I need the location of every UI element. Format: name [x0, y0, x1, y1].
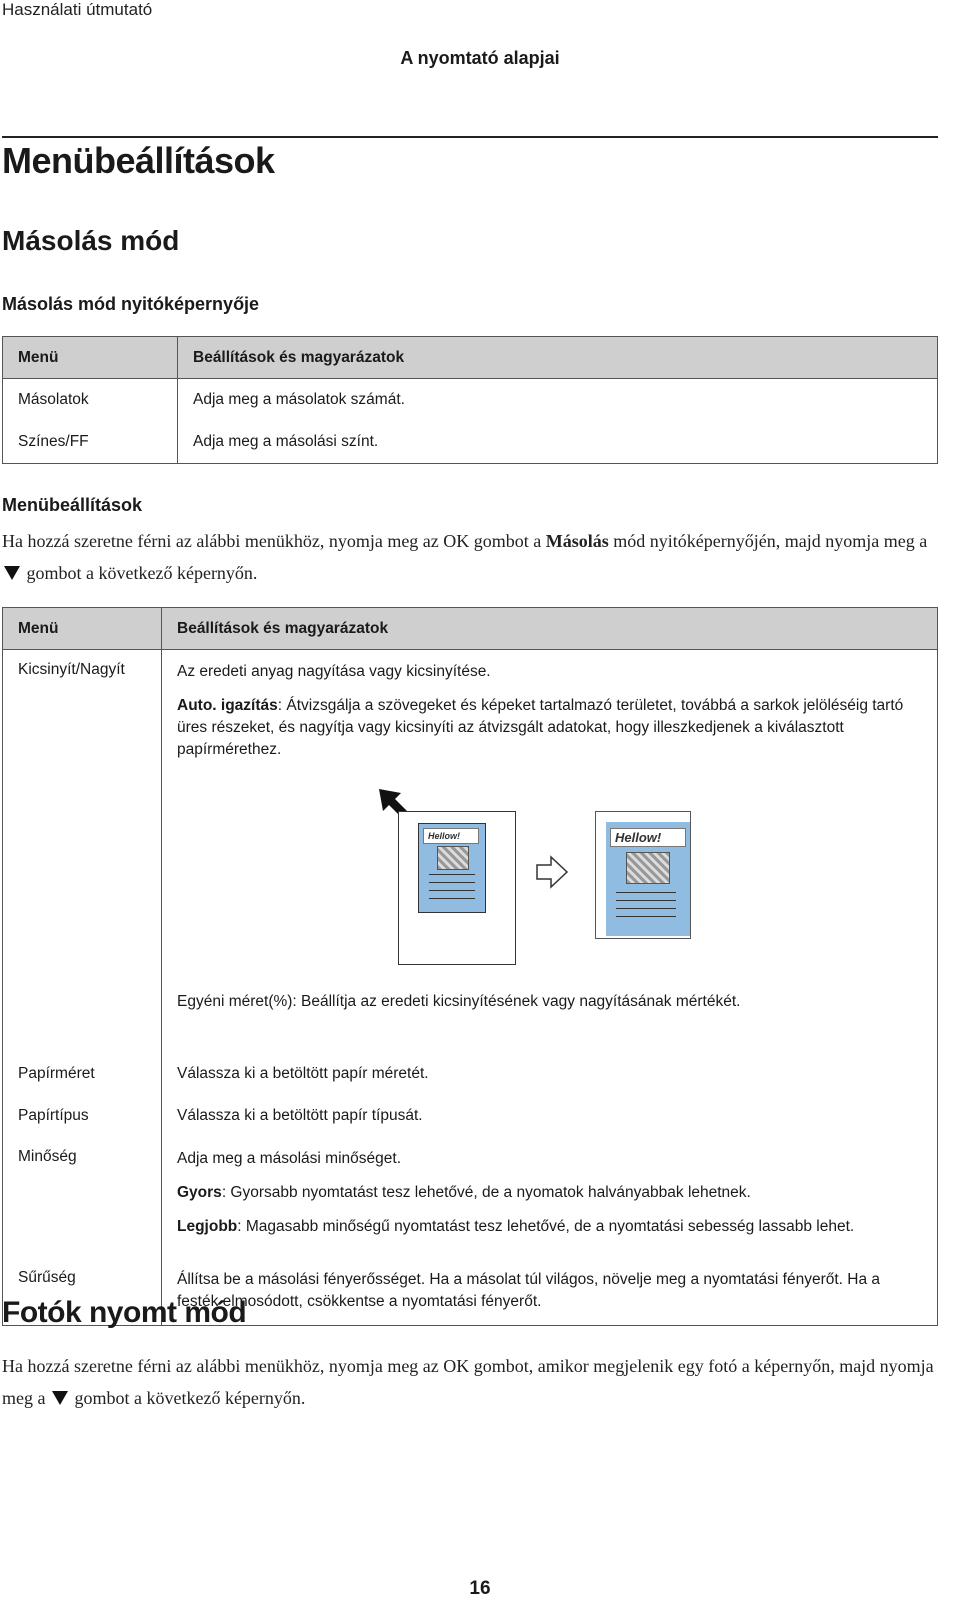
table-row: Másolatok Adja meg a másolatok számát. [3, 379, 938, 422]
col-header-settings: Beállítások és magyarázatok [162, 608, 938, 650]
copy-menu-table [2, 607, 938, 1326]
photo-mode-heading: Fotók nyomt mód [2, 1296, 247, 1329]
copy-mode-heading: Másolás mód [2, 225, 180, 256]
table-row: Sűrűség Állítsa be a másolási fényerősséget. Ha a másolat túl világos, növelje meg a nyomtatási fényerőt. Ha a festék elmosódott, csökkentse a nyomtatási fényerőt. [3, 1258, 938, 1326]
col-header-menu: Menü [3, 337, 178, 379]
photo-mode-paragraph: Ha hozzá szeretne férni az alábbi menükhöz, nyomja meg az OK gombot, amikor megjelenik egy fotó a képernyőn, majd nyomja meg a gombot a következő képernyőn. [2, 1356, 934, 1408]
page-number: 16 [469, 1578, 491, 1599]
original-document: Hellow! [418, 823, 486, 913]
copy-home-table [2, 336, 938, 464]
table-row: Papírtípus Válassza ki a betöltött papír típusát. [3, 1095, 938, 1137]
auto-fit-figure [377, 785, 937, 965]
col-header-menu: Menü [3, 608, 162, 650]
down-arrow-icon [4, 566, 20, 580]
copied-page [595, 811, 691, 939]
table-row: Kicsinyít/Nagyít Az eredeti anyag nagyítása vagy kicsinyítése. Auto. igazítás: Átvizsgálja a szövegeket és képeket tartalmazó területet, továbbá a sarkok jelöléséig tartó üres részeket, és nagyítja vagy kicsinyíti az átvizsgált adatokat, hogy illeszkedjenek a kiválasztott papírmérethez. Hellow! Hellow! Egyéni méret(%): Beállítja az eredeti kicsinyítésének vagy nagyításának mértékét. [3, 650, 938, 1054]
page-title: Menübeállítások [2, 140, 275, 181]
running-title: Használati útmutató [2, 0, 153, 19]
table-row: Minőség Adja meg a másolási minőséget. Gyors: Gyorsabb nyomtatást tesz lehetővé, de a nyomatok halványabbak lehetnek. Legjobb: Magasabb minőségű nyomtatást tesz lehetővé, de a nyomtatási sebesség lassabb lehet. [3, 1137, 938, 1258]
photo-thumbnail [626, 852, 670, 884]
enlarged-document: Hellow! [606, 822, 690, 936]
copy-mode-home-heading: Másolás mód nyitóképernyője [2, 294, 260, 314]
col-header-settings: Beállítások és magyarázatok [178, 337, 938, 379]
menu-settings-paragraph: Ha hozzá szeretne férni az alábbi menükhöz, nyomja meg az OK gombot a Másolás mód nyitóképernyőjén, majd nyomja meg a gombot a következő képernyőn. [2, 531, 928, 583]
menu-settings-heading: Menübeállítások [2, 495, 143, 515]
right-arrow-icon [535, 855, 569, 889]
table-row: Papírméret Válassza ki a betöltött papír méretét. [3, 1053, 938, 1095]
table-row: Színes/FF Adja meg a másolási színt. [3, 421, 938, 464]
down-arrow-icon [52, 1391, 68, 1405]
section-title: A nyomtató alapjai [400, 48, 560, 68]
title-rule [2, 136, 938, 138]
photo-thumbnail [437, 846, 469, 870]
